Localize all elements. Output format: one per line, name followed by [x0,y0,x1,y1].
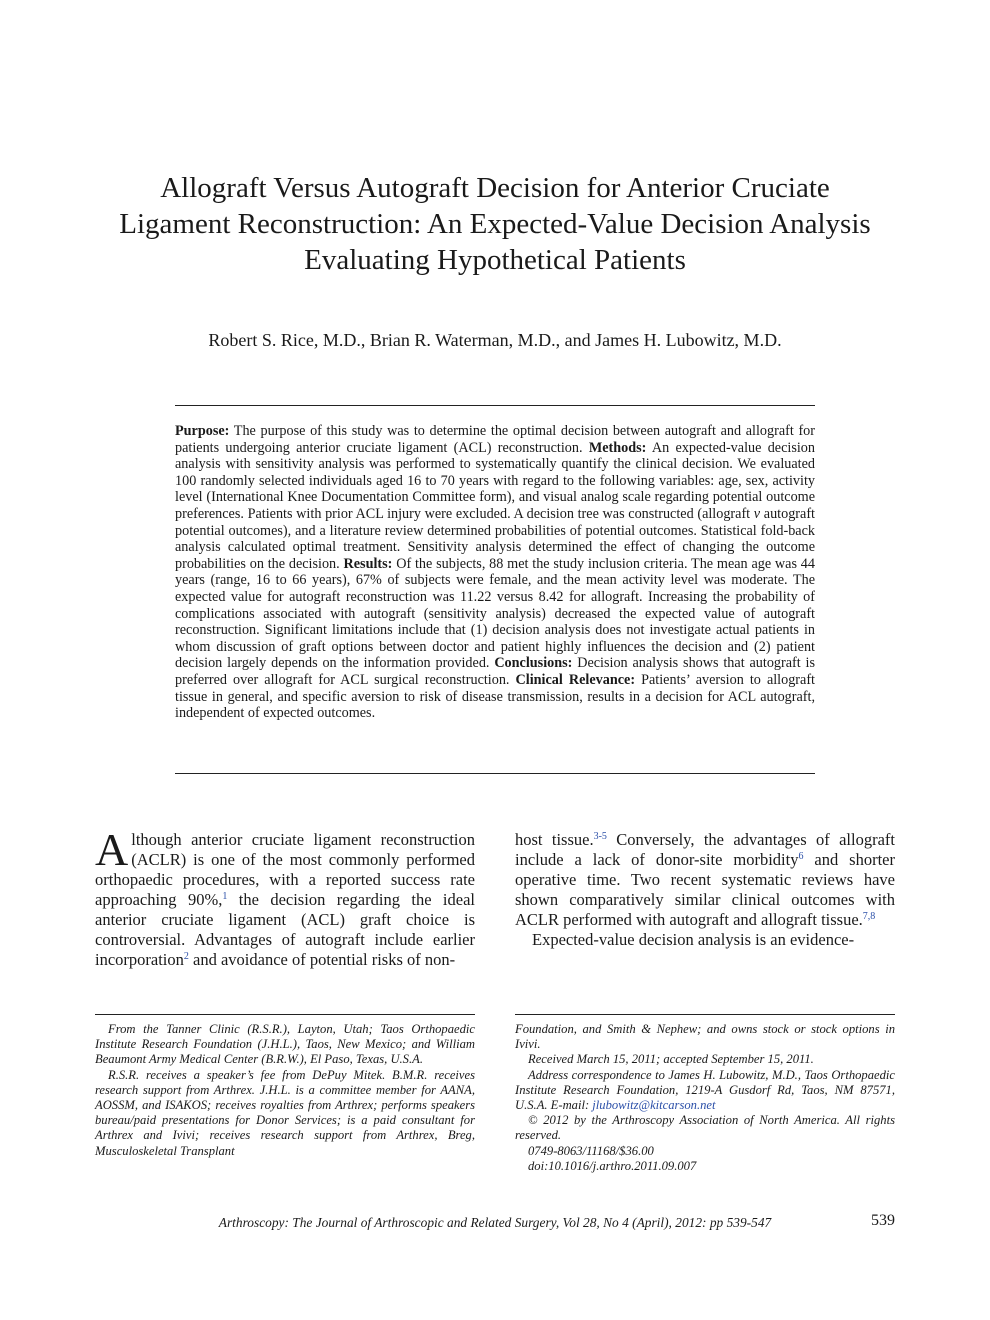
drop-cap: A [95,824,129,875]
methods-label: Methods: [588,439,647,456]
intro-text-4: host tissue. [515,830,594,849]
title-line-3: Evaluating Hypothetical Patients [304,244,686,276]
copyright-note: © 2012 by the Arthroscopy Association of North America. All rights reserved. [515,1113,895,1143]
title-line-1: Allograft Versus Autograft Decision for Anterior Cruciate [160,172,830,204]
footnotes-right [515,1022,895,1174]
disclosure-note: R.S.R. receives a speaker’s fee from DePuy Mitek. B.M.R. receives research support from Arthrex. J.H.L. is a committee member for AANA, AOSSM, and ISAKOS; receives royalties from Arthrex; performs speakers bureau/paid presentations for Donor Services; is a paid consultant for Arthrex and Ivivi; receives research support from Arthrex, Breg, Musculoskeletal Transplant [95,1067,475,1158]
title-line-2: Ligament Reconstruction: An Expected-Value Decision Analysis [119,208,871,240]
disclosure-note-cont: Foundation, and Smith & Nephew; and owns stock or stock options in Ivivi. [515,1022,895,1052]
clinical-relevance-text: Patients’ aversion to allograft tissue in general, and specific aversion to risk of disease transmission, results in a decision for ACL autograft, independent of expected outcomes. [175,671,815,722]
intro-paragraph [95,824,476,970]
page-number: 539 [871,1212,895,1229]
citation-link[interactable]: 1 [222,891,228,902]
correspondence-note [515,1068,895,1114]
running-footer: Arthroscopy: The Journal of Arthroscopic and Related Surgery, Vol 28, No 4 (April), 2012: pp 539-547 [218,1215,772,1230]
conclusions-label: Conclusions: [494,655,573,672]
footnotes-left [95,1022,475,1159]
footnote-rule-right [515,1014,895,1015]
abstract [175,423,815,722]
second-paragraph: Expected-value decision analysis is an evidence- [532,930,855,949]
body-column-right [515,830,895,950]
results-text: Of the subjects, 88 met the study inclusion criteria. The mean age was 44 years (range, 16 to 66 years), 67% of subjects were female, and the mean activity level was moderate. The expected value for autograft reconstruction was 11.22 versus 8.42 for allograft. Increasing the probability of complications associated with autograft (sensitivity analysis) decreased the expected value of autograft reconstruction. Significant limitations include that (1) decision analysis does not investigate actual patients in whom discussion of graft options between doctor and patient highly influences the decision and (2) patient decision largely depends on the information provided. [175,555,815,672]
intro-text-1: lthough anterior cruciate ligament reconstruction (ACLR) is one of the most commonly performed orthopaedic procedures, with a reported success rate approaching 90%, [95,830,475,909]
footnote-rule-left [95,1014,475,1015]
intro-text-6: and shorter operative time. Two recent systematic reviews have shown comparatively similar clinical outcomes with ACLR performed with autograft and allograft tissue. [515,850,895,929]
article-title [60,170,930,278]
citation-link[interactable]: 3-5 [593,831,607,842]
author-list: Robert S. Rice, M.D., Brian R. Waterman, M.D., and James H. Lubowitz, M.D. [208,330,782,350]
clinical-relevance-label: Clinical Relevance: [515,671,636,688]
body-column-left [95,824,476,970]
intro-paragraph-cont [515,830,895,930]
purpose-label: Purpose: [175,423,230,439]
methods-versus: v [753,505,761,522]
issn-note: 0749-8063/11168/$36.00 [528,1143,654,1158]
affiliations-note: From the Tanner Clinic (R.S.R.), Layton, Utah; Taos Orthopaedic Institute Research Foundation (J.H.L.), Taos, New Mexico; and William Beaumont Army Medical Center (B.R.W.), El Paso, Texas, U.S.A. [95,1022,475,1067]
intro-text-5: Conversely, the advantages of allograft include a lack of donor-site morbidity [515,830,896,869]
intro-text-2: the decision regarding the ideal anterior cruciate ligament (ACL) graft choice is controversial. Advantages of autograft include earlier incorporation [95,890,476,969]
intro-text-3: and avoidance of potential risks of non- [188,950,456,969]
methods-text: An expected-value decision analysis with sensitivity analysis was performed to systematically quantify the clinical decision. We evaluated 100 randomly selected individuals aged 16 to 70 years with regard to the following variables: age, sex, activity level (International Knee Documentation Committee form), and visual analog scale regarding potential outcome preferences. Patients with prior ACL injury were excluded. A decision tree was constructed (allograft [175,439,815,522]
citation-link[interactable]: 7,8 [862,911,876,922]
doi-note: doi:10.1016/j.arthro.2011.09.007 [528,1158,697,1173]
conclusions-text: Decision analysis shows that autograft is preferred over allograft for ACL surgical reconstruction. [175,655,816,688]
abstract-top-rule [175,405,815,406]
citation-link[interactable]: 6 [798,851,804,862]
citation-link[interactable]: 2 [183,951,189,962]
results-label: Results: [343,555,393,572]
abstract-bottom-rule [175,773,815,774]
correspondence-text: Address correspondence to James H. Lubowitz, M.D., Taos Orthopaedic Institute Research Foundation, 1219-A Gusdorf Rd, Taos, NM 87571, U.S.A. E-mail: [515,1067,895,1113]
purpose-text: The purpose of this study was to determine the optimal decision between autograft and allograft for patients undergoing anterior cruciate ligament (ACL) reconstruction. [175,423,815,456]
email-link[interactable]: jlubowitz@kitcarson.net [592,1098,716,1113]
methods-text-cont: autograft potential outcomes), and a literature review determined probabilities of potential outcomes. Statistical fold-back analysis calculated optimal treatment. Sensitivity analysis determined the effect of changing the outcome probabilities on the decision. [175,505,815,572]
received-note: Received March 15, 2011; accepted September 15, 2011. [528,1052,814,1067]
